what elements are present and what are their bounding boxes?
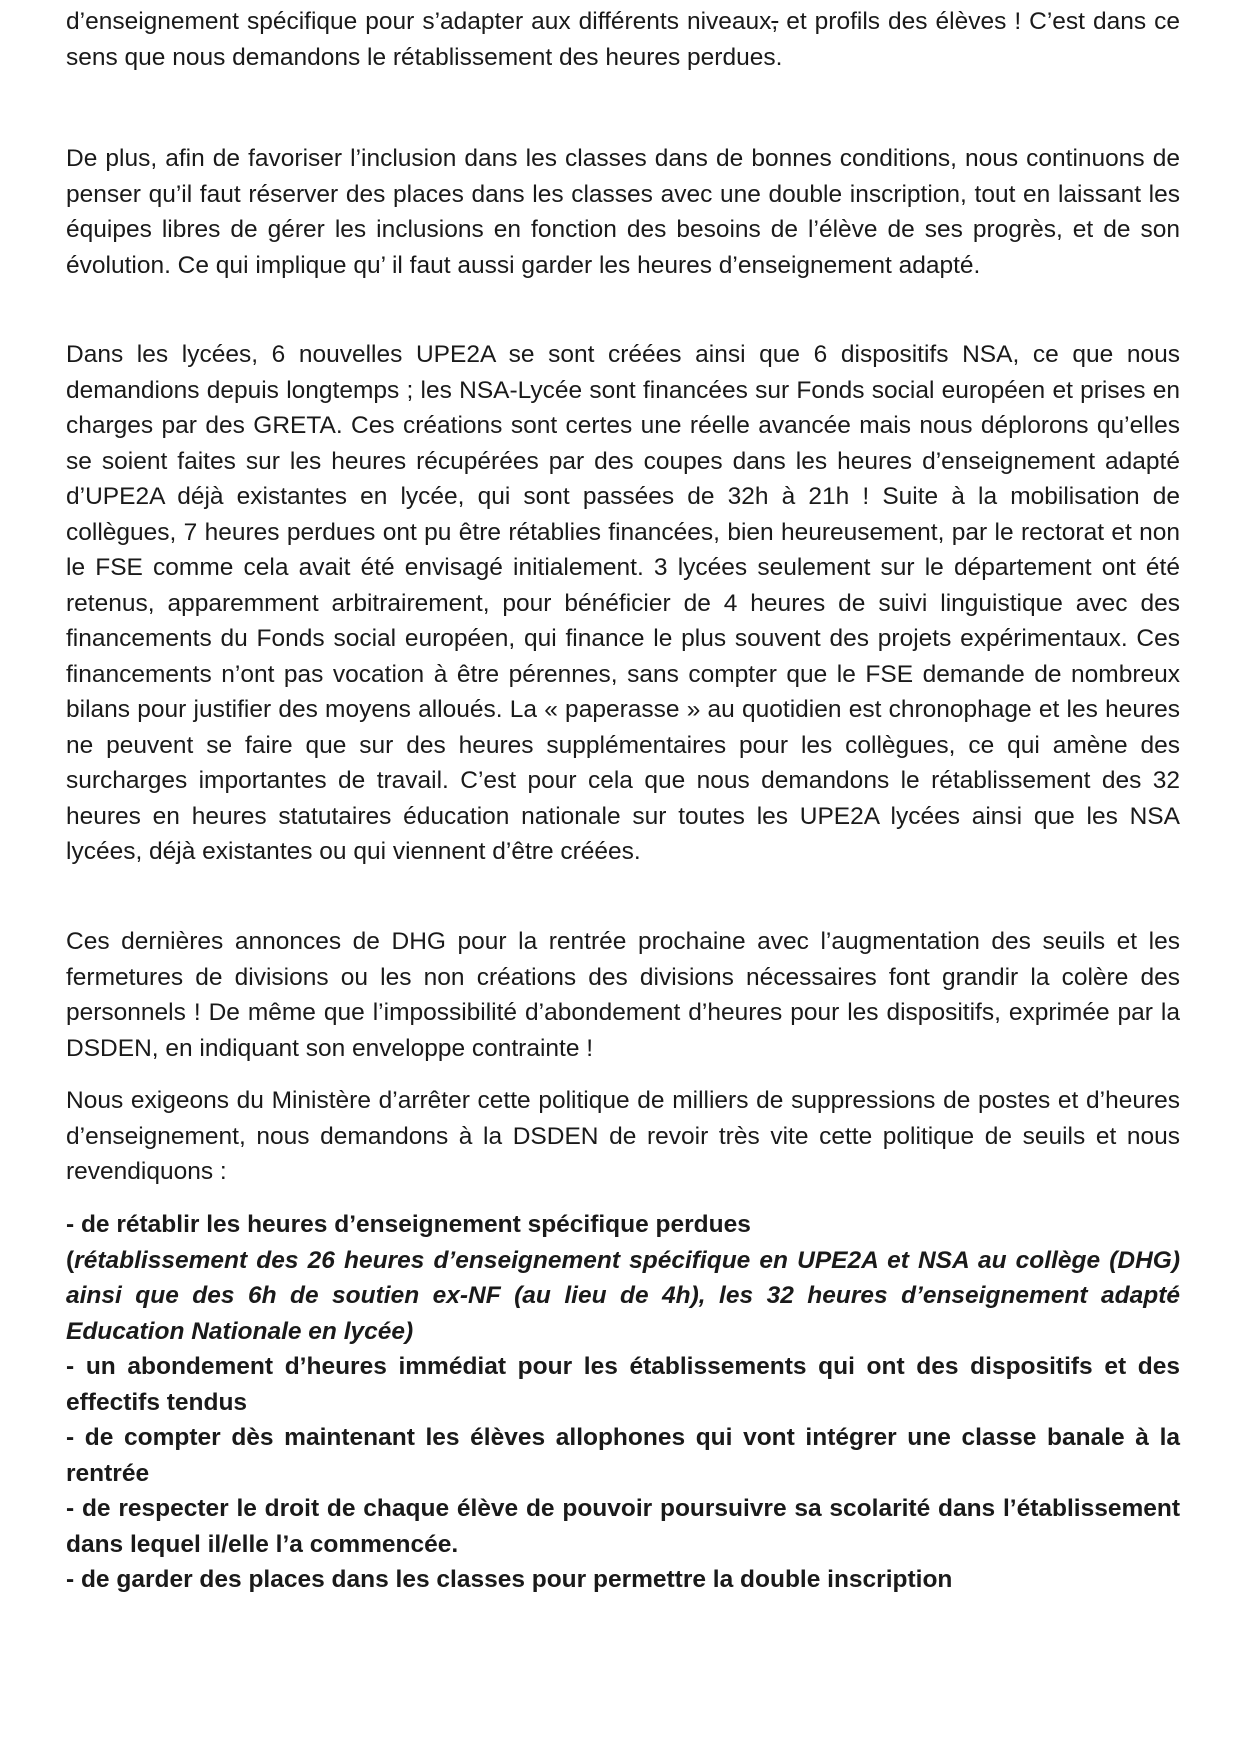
detail-close-paren: ) [405, 1317, 414, 1345]
detail-italic-text: rétablissement des 26 heures d’enseignement spécifique en UPE2A et NSA au collège (DHG) ainsi que des 6h de soutien ex-NF (au lieu de 4h), les 32 heures d’enseignement adapté Education Nationale en lycée [66, 1246, 1180, 1345]
struck-comma: , [771, 8, 779, 35]
demand-item: - de respecter le droit de chaque élève de pouvoir poursuivre sa scolarité dans l’établissement dans lequel il/elle l’a commencée. [66, 1495, 1180, 1558]
paragraph-text: d’enseignement spécifique pour s’adapter aux différents niveaux [66, 8, 772, 35]
demand-item: - de compter dès maintenant les élèves allophones qui vont intégrer une classe banale à la rentrée [66, 1424, 1180, 1487]
paragraph-lycees: Dans les lycées, 6 nouvelles UPE2A se sont créées ainsi que 6 dispositifs NSA, ce que nous demandions depuis longtemps ; les NSA-Lycée sont financées sur Fonds social européen et prises en charges par des GRETA. Ces créations sont certes une réelle avancée mais nous déplorons qu’elles se soient faites sur les heures récupérées par des coupes dans les heures d’enseignement adapté d’UPE2A déjà existantes en lycée, qui sont passées de 32h à 21h ! Suite à la mobilisation de collègues, 7 heures perdues ont pu être rétablies financées, bien heureusement, par le rectorat et non le FSE comme cela avait été envisagé initialement. 3 lycées seulement sur le département ont été retenus, apparemment arbitrairement, pour bénéficier de 4 heures de suivi linguistique avec des financements du Fonds social européen, qui finance le plus souvent des projets expérimentaux. Ces financements n’ont pas vocation à être pérennes, sans compter que le FSE demande de nombreux bilans pour justifier des moyens alloués. La « paperasse » au quotidien est chronophage et les heures ne peuvent se faire que sur des heures supplémentaires pour les collègues, ce qui amène des surcharges importantes de travail. C’est pour cela que nous demandons le rétablissement des 32 heures en heures statutaires éducation nationale sur toutes les UPE2A lycées ainsi que les NSA lycées, déjà existantes ou qui viennent d’être créées. [66, 341, 1180, 865]
detail-open-paren: ( [66, 1246, 75, 1274]
paragraph-inclusion: De plus, afin de favoriser l’inclusion dans les classes dans de bonnes conditions, nous continuons de penser qu’il faut réserver des places dans les classes avec une double inscription, tout en laissant les équipes libres de gérer les inclusions en fonction des besoins de l’élève de ses progrès, et de son évolution. Ce qui implique qu’ il faut aussi garder les heures d’enseignement adapté. [66, 145, 1180, 279]
paragraph-text: et profils des élèves ! C’est dans ce sens que nous demandons le rétablissement des heures perdues. [66, 8, 1180, 71]
demand-item: - de garder des places dans les classes pour permettre la double inscription [66, 1566, 953, 1593]
paragraph-continuation [66, 4, 1180, 75]
demands-list [66, 1207, 1180, 1598]
demand-item: - un abondement d’heures immédiat pour les établissements qui ont des dispositifs et des effectifs tendus [66, 1353, 1180, 1416]
demand-item: - de rétablir les heures d’enseignement spécifique perdues [66, 1211, 751, 1238]
demand-item-detail [66, 1243, 1180, 1350]
paragraph-demands-intro: Nous exigeons du Ministère d’arrêter cette politique de milliers de suppressions de postes et d’heures d’enseignement, nous demandons à la DSDEN de revoir très vite cette politique de seuils et nous revendiquons : [66, 1087, 1180, 1185]
paragraph-dhg-announcements: Ces dernières annonces de DHG pour la rentrée prochaine avec l’augmentation des seuils et les fermetures de divisions ou les non créations des divisions nécessaires font grandir la colère des personnels ! De même que l’impossibilité d’abondement d’heures pour les dispositifs, exprimée par la DSDEN, en indiquant son enveloppe contrainte ! [66, 928, 1180, 1062]
